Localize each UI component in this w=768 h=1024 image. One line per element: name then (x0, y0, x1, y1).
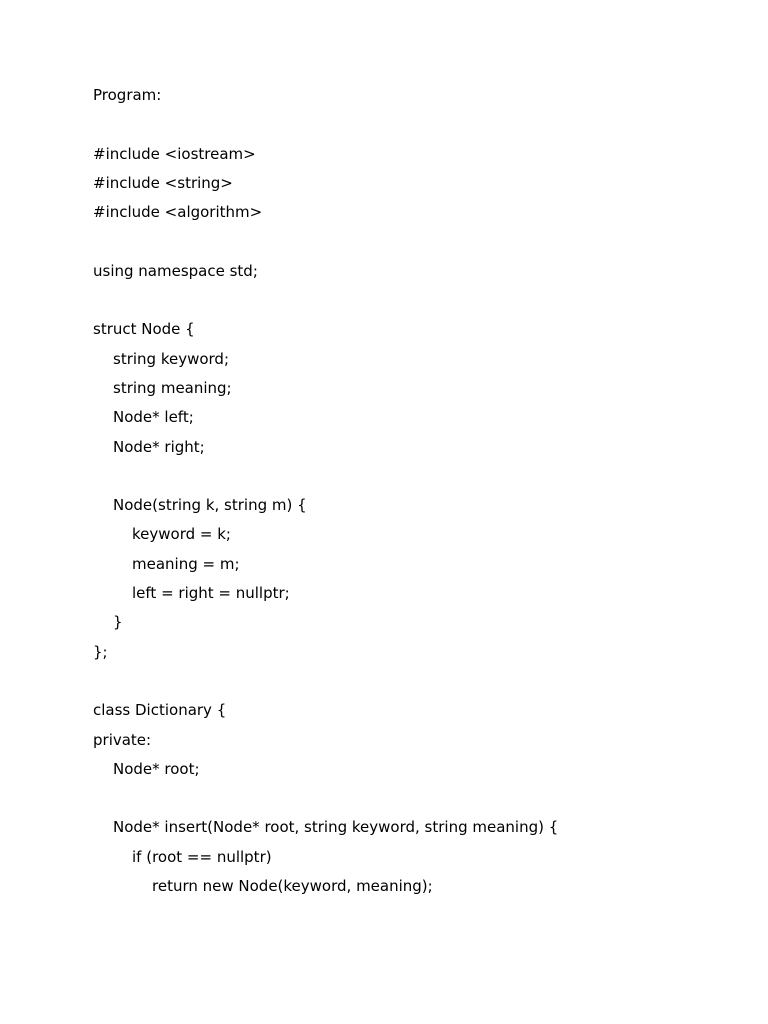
code-line: class Dictionary { (93, 701, 227, 720)
code-line: string keyword; (113, 349, 230, 368)
code-line: #include <string> (93, 173, 233, 192)
code-line: private: (93, 730, 152, 749)
code-line: string meaning; (113, 378, 232, 397)
code-line: if (root == nullptr) (132, 847, 272, 866)
code-line: #include <iostream> (93, 144, 256, 163)
code-line: Node* insert(Node* root, string keyword, string meaning) { (113, 818, 559, 837)
code-line (93, 110, 733, 139)
document-page (93, 81, 733, 901)
code-line: keyword = k; (132, 525, 231, 544)
code-line: Node* root; (113, 759, 200, 778)
code-line: Node(string k, string m) { (113, 496, 307, 515)
code-line (93, 462, 733, 491)
code-line (93, 667, 733, 696)
code-line (93, 286, 733, 315)
code-line: left = right = nullptr; (132, 584, 290, 603)
code-line: }; (93, 642, 108, 661)
code-line: Node* left; (113, 408, 194, 427)
document-heading: Program: (93, 86, 162, 104)
code-line: using namespace std; (93, 261, 258, 280)
code-line (93, 227, 733, 256)
code-line: return new Node(keyword, meaning); (152, 877, 433, 896)
code-line: Node* right; (113, 437, 205, 456)
program-listing (93, 81, 733, 901)
code-line: } (113, 613, 123, 632)
code-line (93, 784, 733, 813)
code-line: meaning = m; (132, 554, 240, 573)
code-line: struct Node { (93, 320, 195, 339)
code-line: #include <algorithm> (93, 203, 263, 222)
